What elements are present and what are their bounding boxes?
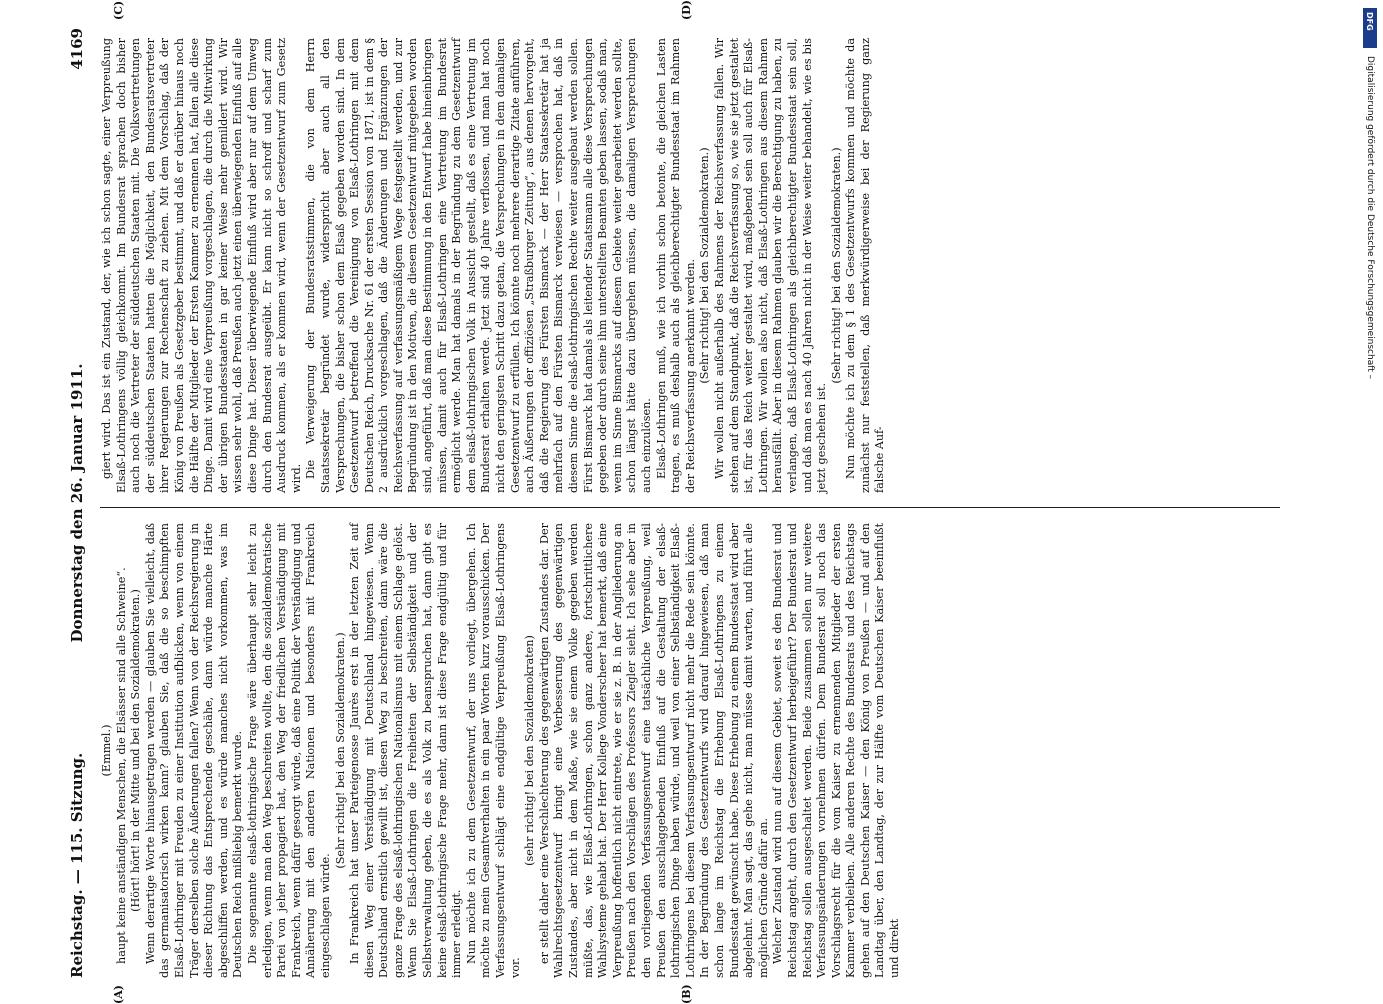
interjection: (sehr richtig! bei den Sozialdemokraten) xyxy=(523,635,537,866)
interjection: (Sehr richtig! bei den Sozialdemokraten.) xyxy=(698,147,712,384)
paragraph: In Frankreich hat unser Parteigenosse Jaurès erst in der letzten Zeit auf diesen Weg einer Verständigung mit Deutschland hingewiesen. Wenn Deutschland ernstlich gewillt ist, diesen Weg zu beschreiten, dann wäre die ganze Frage des elsaß-lothringischen Nationalismus mit einem Schlage gelöst. Wenn Sie Elsaß-Lothringen die Freiheiten der Selbständigkeit und der Selbstverwaltung geben, die es als Volk zu beanspruchen hat, dann gibt es keine elsaß-lothringische Frage mehr, dann ist diese Frage endgültig und für immer erledigt. xyxy=(348,523,464,978)
margin-mark-a: (A) xyxy=(112,985,125,1004)
dfg-logo: DFG xyxy=(1363,8,1377,48)
paragraph: Nun möchte ich zu dem Gesetzentwurf, der uns vorliegt, übergehen. Ich möchte zu mein Gesamtverhalten in ein paar Worten kurz vorausschicken. Der Verfassungsentwurf schlägt eine endgültige Verpreußung Elsaß-Lothringens vor. xyxy=(464,523,522,978)
column-divider xyxy=(100,507,1280,508)
margin-mark-c: (C) xyxy=(112,0,125,20)
paragraph: er stellt daher eine Verschlechterung des gegenwärtigen Zustandes dar. Der Wahlrechtsgesetzentwurf bringt eine Verbesserung des gegenwärtigen Zustandes, aber nicht in dem Maße, wie sie einem Volke gegeben werden müßte, das, wie Elsaß-Lothringen, schon ganz andere, fortschrittlichere Wahlsysteme gehabt hat. Der Herr Kollege Vonderscheer hat bemerkt, daß eine Verpreußung hoffentlich nicht eintrete, wie er sie z. B. in der Angliederung an Preußen nach den Vorschlägen des Professors Ziegler sieht. Ich sehe aber in den vorliegenden Verfassungsentwurf eine tatsächliche Verpreußung, weil Preußen den ausschlaggebenden Einfluß auf die Gestaltung der elsaß-lothringischen Dinge haben würde, und weil von einer Selbständigkeit Elsaß-Lothringens bei diesem Verfassungsentwurf nicht mehr die Rede sein könnte. In der Begründung des Gesetzentwurfs wird darauf hingewiesen, daß man schon lange im Reichstag die Erhebung Elsaß-Lothringens zu einem Bundesstaat gewünscht habe. Diese Erhebung zu einem Bundesstaat wird aber abgelehnt. Man sagt, das gehe nicht, man müsse damit warten, und führt alle möglichen Gründe dafür an. xyxy=(537,523,770,978)
interjection: (Sehr richtig! bei den Sozialdemokraten.) xyxy=(829,147,843,384)
interjection: (Sehr richtig! bei den Sozialdemokraten.) xyxy=(333,632,347,869)
paragraph: Elsaß-Lothringen muß, wie ich vorhin schon betonte, die gleichen Lasten tragen, es muß deshalb auch als gleichberechtigter Bundesstaat im Rahmen der Reichsverfassung anerkannt werden. xyxy=(654,38,697,493)
page-header xyxy=(60,28,100,978)
margin-mark-b: (B) xyxy=(680,984,693,1004)
paragraph: giert wird. Das ist ein Zustand, der, wie ich schon sagte, einer Verpreußung Elsaß-Lothringens völlig gleichkommt. Im Bundesrat sprachen doch bisher auch noch die Vertreter der süddeutschen Staaten mit. Die Volksvertretungen der süddeutschen Staaten hatten die Möglichkeit, den Bundesratsvertreter ihrer Regierungen zur Rechenschaft zu ziehen. Mit dem Vorschlag, daß der König von Preußen als Gesetzgeber bestimmt, und daß er darüber hinaus noch die Hälfte der Mitglieder der Ersten Kammer zu ernennen hat, fallen alle diese Dinge. Damit wird eine Verpreußung vorgeschlagen, die durch die Mitwirkung der übrigen Bundesstaaten in gar keiner Weise mehr gemildert wird. Wir wissen sehr wohl, daß Preußen auch jetzt einen überwiegenden Einfluß auf alle diese Dinge hat. Dieser überwiegende Einfluß wird aber nur auf dem Umweg durch den Bundesrat ausgeübt. Er kann nicht so schroff und scharf zum Ausdruck kommen, als er kommen wird, wenn der Gesetzentwurf zum Gesetz wird. xyxy=(100,38,303,493)
paragraph: Welcher Zustand wird nun auf diesem Gebiet, soweit es den Bundesrat und Reichstag angeht, durch den Gesetzentwurf herbeigeführt? Der Bundesrat und Reichstag sollen ausgeschaltet werden. Beide zusammen sollen nur weitere Verfassungsänderungen vornehmen dürfen. Dem Bundesrat soll noch das Vorschlagsrecht für die vom Kaiser zu ernennenden Mitglieder der ersten Kammer verbleiben. Alle anderen Rechte des Bundesrats und des Reichstags gehen auf den Deutschen Kaiser — den König von Preußen — und auf den Landtag über, den Landtag, der zur Hälfte vom Deutschen Kaiser beeinflußt und direkt xyxy=(771,523,902,978)
interjection: (Emmel.) xyxy=(100,724,113,777)
digitization-note: Digitalisierung gefördert durch die Deutsche Forschungsgemeinschaft – xyxy=(1365,56,1375,380)
left-text-column xyxy=(100,523,903,978)
header-page-number: 4169 xyxy=(68,28,86,70)
paragraph: Nun möchte ich zu dem § 1 des Gesetzentwurfs kommen und möchte da zunächst nur feststellen, daß merkwürdigerweise bei der Regierung ganz falsche Auf- xyxy=(844,38,887,493)
margin-mark-d: (D) xyxy=(680,0,693,20)
paragraph: Wenn derartige Worte hinausgetragen werden — glauben Sie vielleicht, daß das germanisatorisch wirken kann? glauben Sie, daß die so beschimpften Elsaß-Lothringer mit Freuden zu einer Institution aufblicken, wenn von einem Träger derselben solche Äußerungen fallen? Wenn von der Reichsregierung in dieser Richtung das Entsprechende geschähe, dann würde manche Härte abgeschliffen werden, und es würde manches nicht vorkommen, was im Deutschen Reich mißliebig bemerkt wurde. xyxy=(143,523,245,978)
header-date: Donnerstag den 26. Januar 1911. xyxy=(68,363,86,643)
header-session: Reichstag. — 115. Sitzung. xyxy=(68,752,86,978)
right-text-column xyxy=(100,38,888,493)
paragraph: Die Verweigerung der Bundesratsstimmen, die von dem Herrn Staatssekretär begründet wurde, widerspricht aber auch all den Versprechungen, die bisher schon dem Elsaß gegeben worden sind. In dem Gesetzentwurf betreffend die Vereinigung von Elsaß-Lothringen mit dem Deutschen Reich, Drucksache Nr. 61 der ersten Session von 1871, ist in dem § 2 ausdrücklich vorgeschlagen, daß die Änderungen und Ergänzungen der Reichsverfassung auf verfassungsmäßigem Wege festgestellt werden, und zur Begründung ist in den Motiven, die diesem Gesetzentwurf mitgegeben worden sind, angeführt, daß man diese Bestimmung in den Entwurf habe hineinbringen müssen, damit auch für Elsaß-Lothringen eine Vertretung im Bundesrat ermöglicht werde. Man hat damals in der Begründung zu dem Gesetzentwurf dem elsaß-lothringischen Volk in Aussicht gestellt, daß es eine Vertretung im Bundesrat erhalten werde. Jetzt sind 40 Jahre verflossen, und man hat noch nicht den geringsten Schritt dazu getan, die Versprechungen in dem damaligen Gesetzentwurf zu erfüllen. Ich könnte noch mehrere derartige Zitate anführen, auch Äußerungen der offiziösen „Straßburger Zeitung“, aus denen hervorgeht, daß die Regierung des Fürsten Bismarck — der Herr Staatssekretär hat ja mehrfach auf den Fürsten Bismarck verwiesen — versprochen hat, daß in diesem Sinne die elsaß-lothringischen Rechte weiter ausgebaut werden sollen. Fürst Bismarck hat damals als leitender Staatsmann alle diese Versprechungen gegeben oder durch seine ihm unterstellten Beamten geben lassen, sodaß man, wenn im Sinne Bismarcks auf diesem Gebiete weiter gearbeitet werden sollte, schon längst hätte dazu übergehen müssen, die damaligen Versprechungen auch einzulösen. xyxy=(304,38,653,493)
paragraph: haupt keine anständigen Menschen, die Elsässer sind alle Schweine“. xyxy=(114,567,128,964)
paragraph: Die sogenannte elsaß-lothringische Frage wäre überhaupt sehr leicht zu erledigen, wenn man den Weg beschreiten wollte, den die sozialdemokratische Partei von jeher propagiert hat, den Weg der friedlichen Verständigung mit Frankreich, wenn dafür gesorgt würde, daß eine Politik der Verständigung und Annäherung mit den anderen Nationen und besonders mit Frankreich eingeschlagen würde. xyxy=(245,523,332,978)
paragraph: Wir wollen nicht außerhalb des Rahmens der Reichsverfassung fallen. Wir stehen auf dem Standpunkt, daß die Reichsverfassung so, wie sie jetzt gestaltet ist, für das Reich weiter gestaltet wird, maßgebend sein soll auch für Elsaß-Lothringen. Wir wollen also nicht, daß Elsaß-Lothringen aus diesem Rahmen herausfällt. Aber in diesem Rahmen glauben wir die Berechtigung zu haben, zu verlangen, daß Elsaß-Lothringen als gleichberechtigter Bundesstaat sein soll, und daß man es nach 40 Jahren nicht in der Weise weiter behandelt, wie es bis jetzt geschehen ist. xyxy=(712,38,829,493)
interjection: (Hört! hört! in der Mitte und bei den Sozialdemokraten.) xyxy=(129,589,143,912)
document-page xyxy=(60,0,1310,1004)
